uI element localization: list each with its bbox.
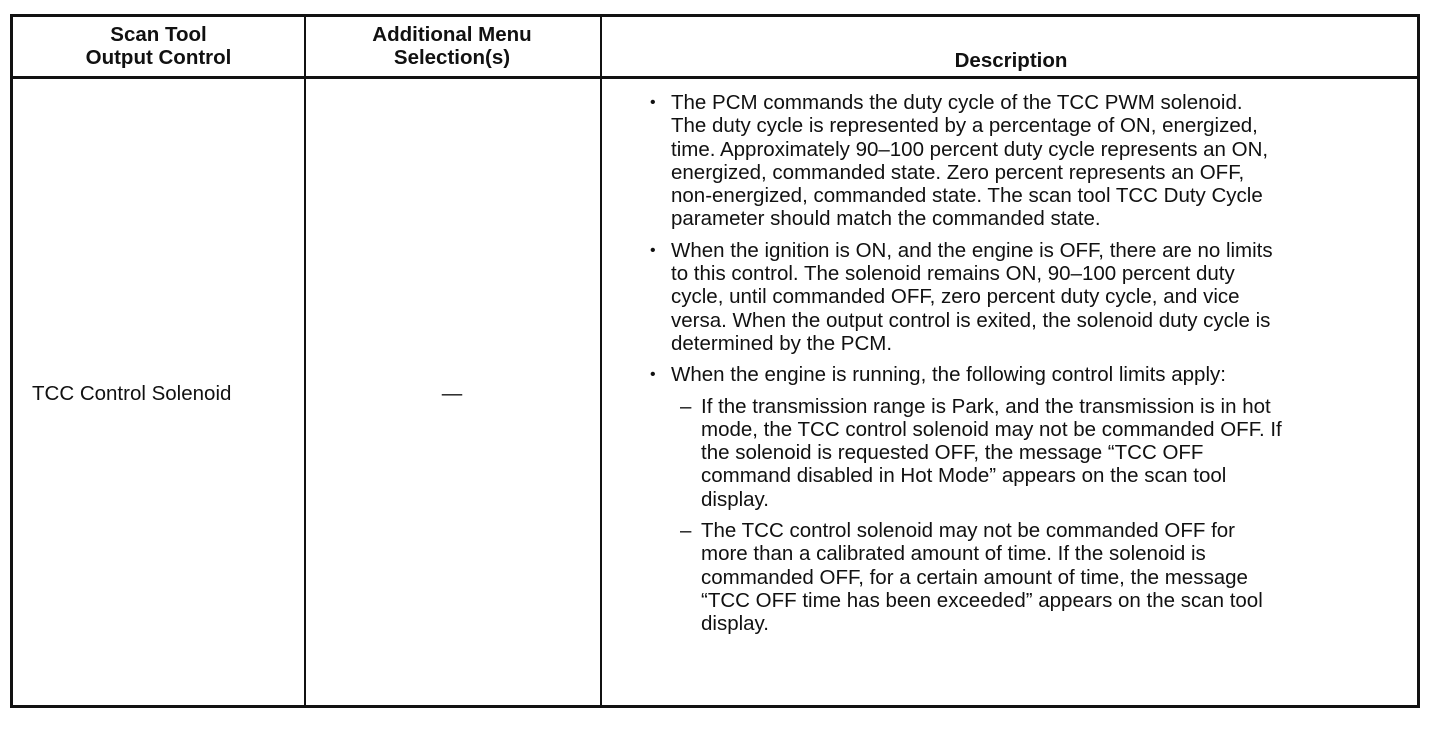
description-line: If the transmission range is Park, and the transmission is in hot <box>701 394 1271 418</box>
description-line: versa. When the output control is exited, the solenoid duty cycle is <box>671 308 1271 332</box>
description-line: command disabled in Hot Mode” appears on the scan tool <box>701 464 1227 488</box>
column-divider-2 <box>600 17 602 705</box>
description-line: parameter should match the commanded state. <box>671 207 1101 231</box>
description-bullet <box>635 239 1417 355</box>
header-line: Description <box>954 49 1068 72</box>
column-divider-1 <box>304 17 306 705</box>
description-line: cycle, until commanded OFF, zero percent duty cycle, and vice <box>671 285 1240 309</box>
bullet-marker: • <box>650 366 656 384</box>
description-line: non-energized, commanded state. The scan tool TCC Duty Cycle <box>671 184 1263 208</box>
description-line: The PCM commands the duty cycle of the TCC PWM solenoid. <box>671 91 1243 114</box>
description-line: the solenoid is requested OFF, the message “TCC OFF <box>701 441 1204 465</box>
description-bullet <box>635 363 1417 386</box>
description-line: determined by the PCM. <box>671 331 893 355</box>
cell-menu-selection: — <box>441 382 463 405</box>
header-scan-tool-output-control <box>13 23 304 69</box>
description-line: mode, the TCC control solenoid may not be commanded OFF. If <box>701 417 1282 441</box>
description-line: When the ignition is ON, and the engine is OFF, there are no limits <box>671 238 1273 262</box>
cell-output-control: TCC Control Solenoid <box>32 382 232 405</box>
description-bullet <box>635 91 1417 231</box>
bullet-marker: • <box>650 94 656 111</box>
tcc-output-control-table <box>10 14 1420 708</box>
header-line: Selection(s) <box>393 46 511 69</box>
cell-description <box>635 91 1417 644</box>
description-line: “TCC OFF time has been exceeded” appears on the scan tool <box>701 588 1263 612</box>
header-line: Scan Tool <box>110 23 207 46</box>
description-line: display. <box>701 612 769 636</box>
description-line: The duty cycle is represented by a percentage of ON, energized, <box>671 114 1258 138</box>
header-divider <box>13 76 1417 79</box>
description-line: When the engine is running, the following control limits apply: <box>671 363 1226 387</box>
header-additional-menu-selections <box>304 23 600 69</box>
description-line: display. <box>701 487 769 511</box>
header-description <box>602 49 1420 72</box>
header-line: Output Control <box>85 46 232 69</box>
description-line: to this control. The solenoid remains ON, 90–100 percent duty <box>671 262 1235 286</box>
description-sub-item <box>635 519 1417 635</box>
description-line: time. Approximately 90–100 percent duty cycle represents an ON, <box>671 137 1269 161</box>
dash-marker: – <box>680 519 692 543</box>
description-line: commanded OFF, for a certain amount of time, the message <box>701 565 1248 589</box>
description-line: The TCC control solenoid may not be commanded OFF for <box>701 519 1235 543</box>
dash-marker: – <box>680 394 692 418</box>
header-line: Additional Menu <box>372 23 532 46</box>
description-line: energized, commanded state. Zero percent represents an OFF, <box>671 160 1245 184</box>
description-line: more than a calibrated amount of time. If the solenoid is <box>701 542 1206 566</box>
description-sub-item <box>635 395 1417 511</box>
bullet-marker: • <box>650 241 656 259</box>
